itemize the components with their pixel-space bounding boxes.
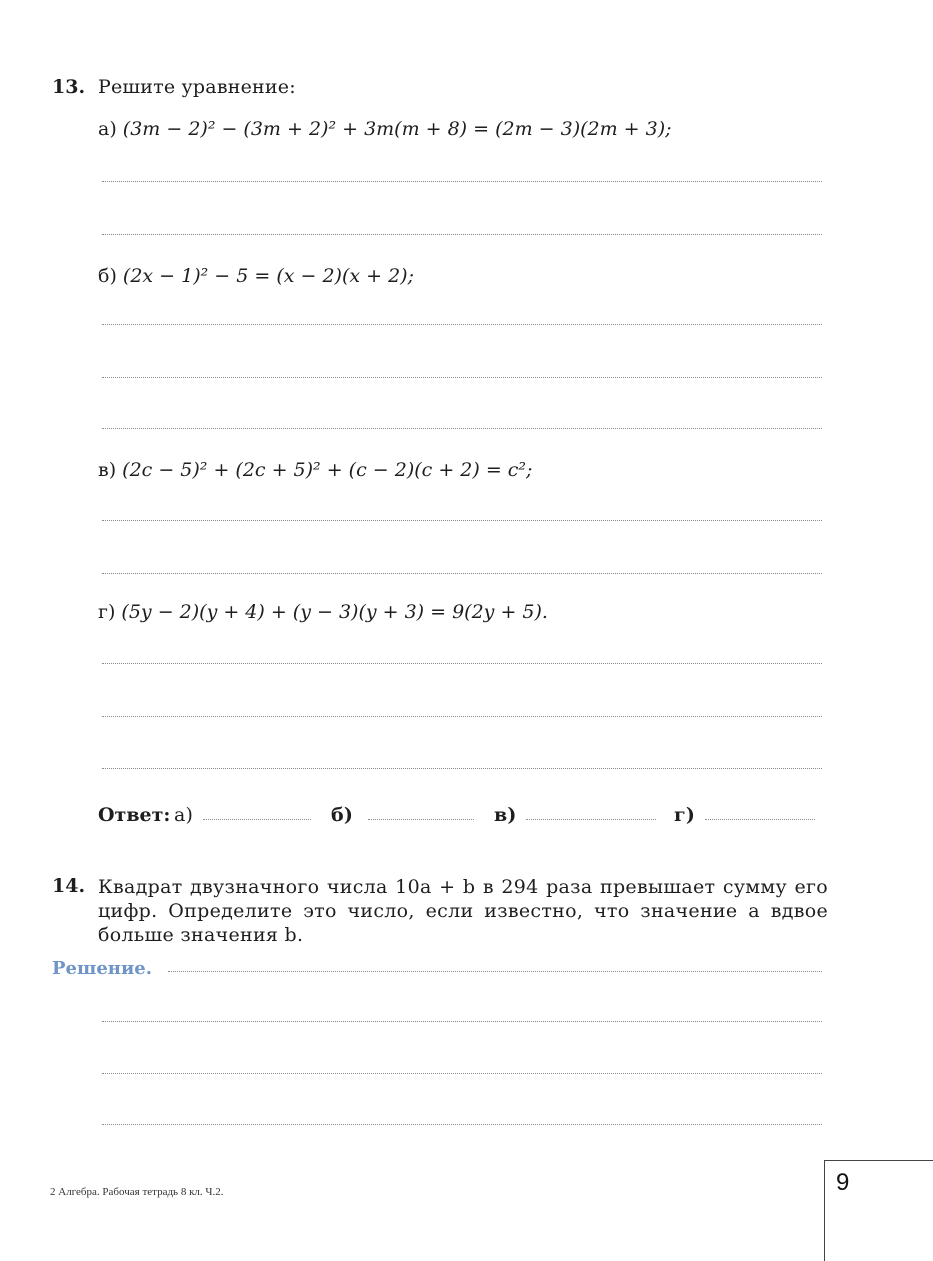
answer-part-a-label: а) [174,804,194,826]
answer-line[interactable] [102,324,822,325]
answer-label: Ответ: [98,804,171,826]
solution-line[interactable] [102,1124,822,1125]
equation-b [98,265,414,287]
equation-d-label: г) [98,601,116,623]
answer-blank-b[interactable] [368,819,474,820]
equation-c [98,459,532,481]
answer-line[interactable] [102,377,822,378]
solution-label: Решение. [52,958,153,979]
footer-text: 2 Алгебра. Рабочая тетрадь 8 кл. Ч.2. [50,1186,224,1198]
equation-c-label: в) [98,459,117,481]
solution-line[interactable] [168,971,822,972]
answer-part-c-label: в) [494,804,517,826]
equation-d [98,601,548,623]
answer-line[interactable] [102,768,822,769]
answer-line[interactable] [102,663,822,664]
answer-line[interactable] [102,234,822,235]
solution-line[interactable] [102,1073,822,1074]
answer-line[interactable] [102,573,822,574]
solution-line[interactable] [102,1021,822,1022]
equation-a-text: (3m − 2)² − (3m + 2)² + 3m(m + 8) = (2m − 3)(2m + 3); [122,118,672,140]
task-14-text: Квадрат двузначного числа 10a + b в 294 раза превышает сумму его цифр. Определите это число, если известно, что значение a вдвое больше значения b. [98,876,828,946]
answer-blank-d[interactable] [705,819,815,820]
equation-b-label: б) [98,265,117,287]
answer-line[interactable] [102,520,822,521]
answer-part-d-label: г) [674,804,696,826]
task-14-number: 14. [52,875,86,897]
answer-blank-a[interactable] [203,819,311,820]
equation-c-text: (2c − 5)² + (2c + 5)² + (c − 2)(c + 2) = c²; [122,459,533,481]
task-13-instruction: Решите уравнение: [98,76,296,98]
answer-line[interactable] [102,716,822,717]
equation-b-text: (2x − 1)² − 5 = (x − 2)(x + 2); [122,265,414,287]
equation-a [98,118,672,140]
page-number: 9 [836,1169,850,1196]
answer-blank-c[interactable] [526,819,656,820]
equation-d-text: (5y − 2)(y + 4) + (y − 3)(y + 3) = 9(2y + 5). [121,601,548,623]
page-number-box [824,1160,933,1261]
equation-a-label: а) [98,118,117,140]
task-13-number: 13. [52,76,86,98]
answer-part-b-label: б) [331,804,354,826]
answer-line[interactable] [102,428,822,429]
answer-line[interactable] [102,181,822,182]
